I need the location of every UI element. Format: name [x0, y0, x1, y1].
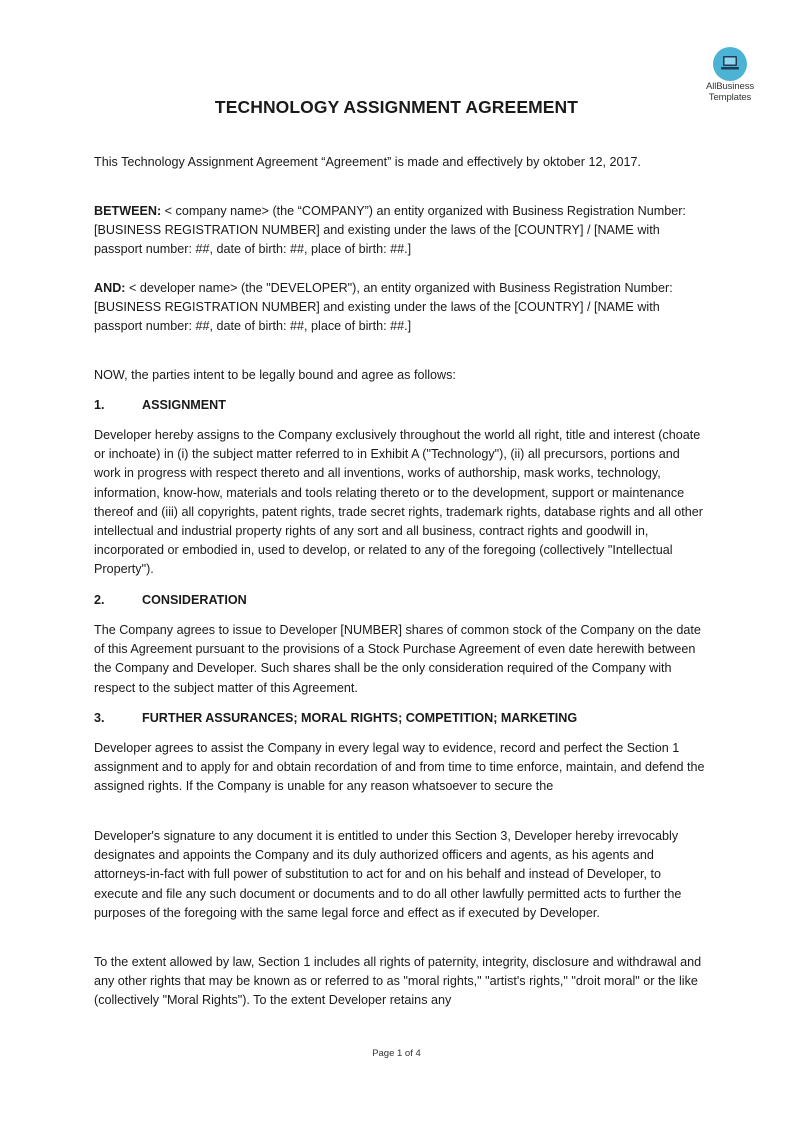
page-number: Page 1 of 4	[372, 1048, 421, 1059]
now-paragraph: NOW, the parties intent to be legally bound and agree as follows:	[94, 368, 456, 382]
between-paragraph	[94, 202, 706, 260]
section-paragraph: Developer hereby assigns to the Company exclusively throughout the world all right, title and interest (choate or inchoate) in (i) the subject matter referred to in Exhibit A ("Technology"), (ii) all precursors, portions and work in progress with respect thereto and all inventions, works of authorship, mask works, technology, information, know-how, materials and tools relating thereto or to the development, support or maintenance thereof and (iii) all copyrights, patent rights, trade secret rights, trademark rights, database rights and all other intellectual and industrial property rights of any sort and all business, contract rights and goodwill in, incorporated or embodied in, used to develop, or related to any of the foregoing (collectively "Intellectual Property").	[94, 428, 704, 577]
laptop-icon	[713, 47, 747, 81]
logo-text-line2: Templates	[708, 92, 752, 103]
section-heading	[94, 709, 577, 728]
section-number: 2.	[94, 593, 105, 607]
document-title: TECHNOLOGY ASSIGNMENT AGREEMENT	[214, 97, 579, 117]
section-paragraph: The Company agrees to issue to Developer [NUMBER] shares of common stock of the Company on the date of this Agreement pursuant to the provisions of a Stock Purchase Agreement of even date herewith between the Company and Developer. Such shares shall be the only consideration required of the Company with respect to the subject matter of this Agreement.	[94, 623, 701, 695]
section-title: ASSIGNMENT	[142, 398, 226, 412]
section-paragraph: Developer's signature to any document it is entitled to under this Section 3, Developer hereby irrevocably designates and appoints the Company and its duly authorized officers and agents, as his agents and attorneys-in-fact with full power of substitution to act for and on his behalf and instead of Developer, to execute and file any such document or documents and to do all other lawfully permitted acts to further the purposes of the foregoing with the same legal force and effect as if executed by Developer.	[94, 829, 682, 920]
section-title: FURTHER ASSURANCES; MORAL RIGHTS; COMPETITION; MARKETING	[142, 711, 578, 725]
section-heading	[94, 396, 226, 415]
logo-text-line1: AllBusiness	[705, 81, 754, 92]
and-paragraph	[94, 279, 706, 337]
brand-logo	[700, 47, 760, 103]
between-text: < company name> (the “COMPANY”) an entity organized with Business Registration Number: [BUSINESS REGISTRATION NUMBER] and existing under the laws of the [COUNTRY] / [NAME with passport number: ##, date of birth: ##, place of birth: ##.]	[94, 204, 686, 257]
and-text: < developer name> (the "DEVELOPER"), an entity organized with Business Registration Number: [BUSINESS REGISTRATION NUMBER] and existing under the laws of the [COUNTRY] / [NAME with passport number: ##, date of birth: ##, place of birth: ##.]	[94, 281, 673, 334]
between-label: BETWEEN:	[94, 204, 162, 218]
section-paragraph: Developer agrees to assist the Company in every legal way to evidence, record and perfect the Section 1 assignment and to apply for and obtain recordation of and from time to time enforce, maintain, and defend the assigned rights. If the Company is unable for any reason whatsoever to secure the	[94, 741, 705, 794]
and-label: AND:	[94, 281, 126, 295]
intro-paragraph: This Technology Assignment Agreement “Agreement” is made and effectively by oktober 12, 2017.	[94, 155, 641, 169]
section-paragraph: To the extent allowed by law, Section 1 includes all rights of paternity, integrity, disclosure and withdrawal and any other rights that may be known as or referred to as "moral rights," "artist's rights," "droit moral" or the like (collectively "Moral Rights"). To the extent Developer retains any	[94, 955, 702, 1008]
section-number: 1.	[94, 398, 105, 412]
section-heading	[94, 591, 247, 610]
section-title: CONSIDERATION	[142, 593, 247, 607]
section-number: 3.	[94, 711, 105, 725]
